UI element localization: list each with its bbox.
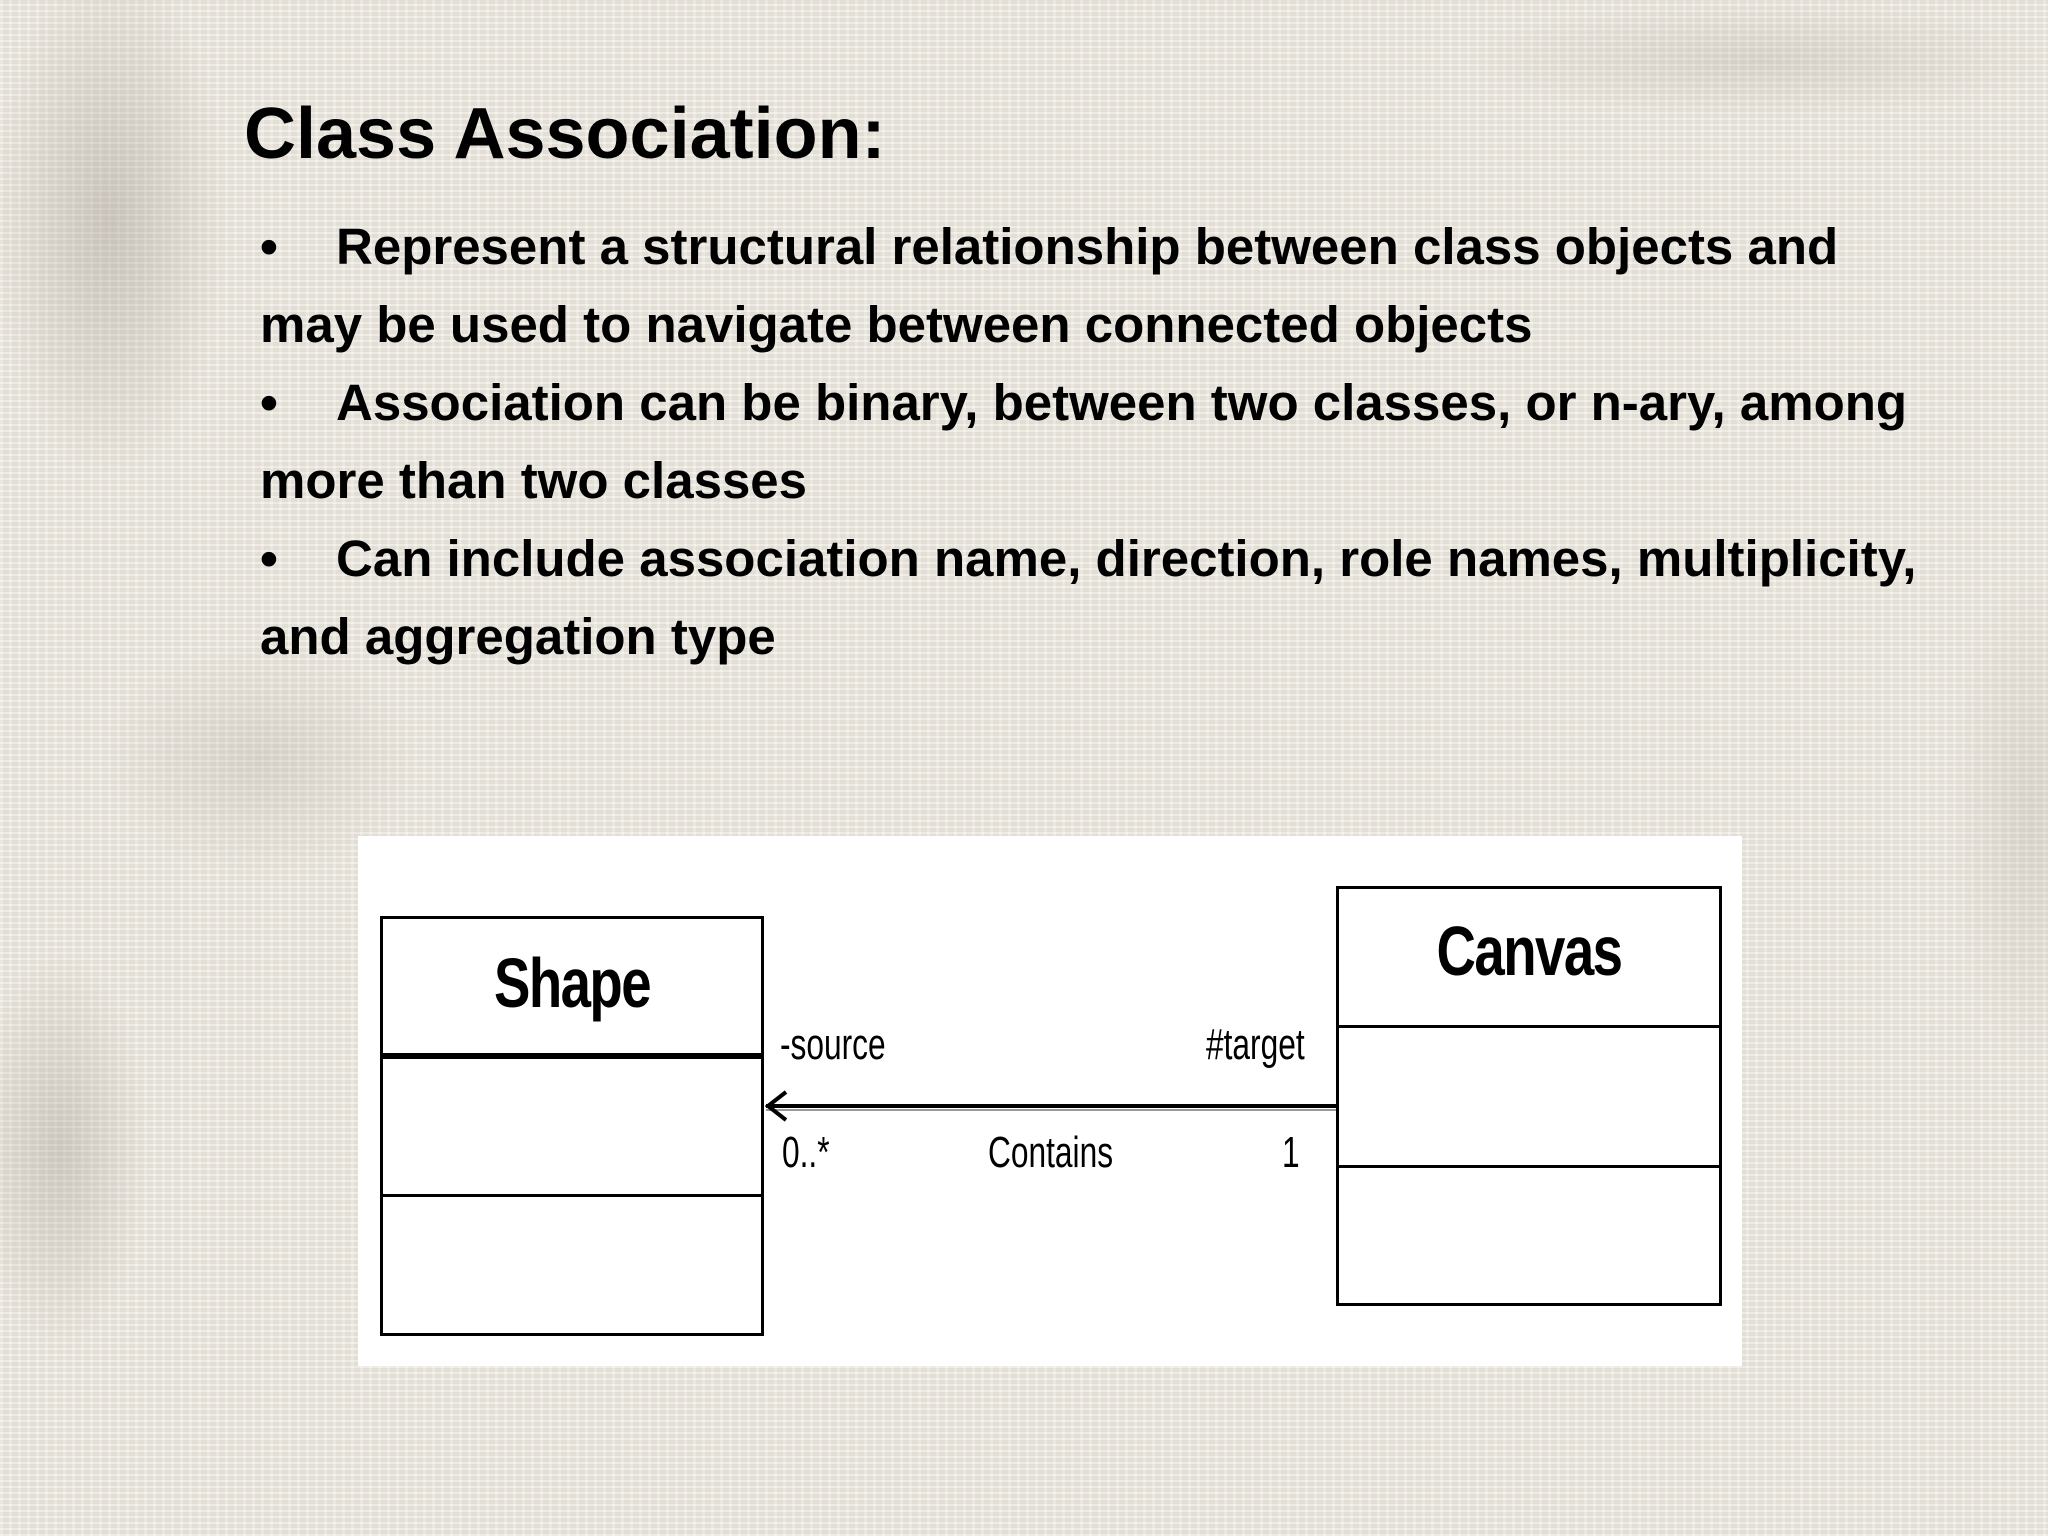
association-name-label: Contains <box>988 1128 1114 1177</box>
bullet-text: Can include association name, direction, role names, multiplicity, and aggregation type <box>260 530 1917 665</box>
bullet-marker: • <box>260 530 278 587</box>
class-name-canvas: Canvas <box>1436 912 1622 990</box>
bullet-text: Association can be binary, between two classes, or n-ary, among more than two classes <box>260 374 1908 509</box>
class-box-canvas <box>1336 886 1722 1306</box>
slide-title: Class Association: <box>244 94 886 174</box>
bullet-item <box>260 520 1920 676</box>
target-role-label: #target <box>1206 1020 1305 1069</box>
class-box-shape <box>380 916 764 1336</box>
bullet-item <box>260 208 1920 364</box>
operations-compartment <box>1339 1165 1719 1308</box>
bullet-text: Represent a structural relationship between class objects and may be used to navigate between connected objects <box>260 218 1839 353</box>
bullet-list <box>260 208 1920 676</box>
class-name-shape: Shape <box>493 944 651 1022</box>
bullet-marker: • <box>260 374 278 431</box>
attributes-compartment <box>1339 1025 1719 1166</box>
association-line <box>764 1086 1336 1126</box>
uml-diagram <box>358 836 1742 1366</box>
bullet-marker: • <box>260 218 278 275</box>
operations-compartment <box>383 1194 761 1336</box>
bullet-item <box>260 364 1920 520</box>
source-role-label: -source <box>780 1020 886 1069</box>
attributes-compartment <box>383 1053 761 1194</box>
source-multiplicity-label: 0..* <box>782 1128 830 1177</box>
target-multiplicity-label: 1 <box>1282 1128 1300 1177</box>
